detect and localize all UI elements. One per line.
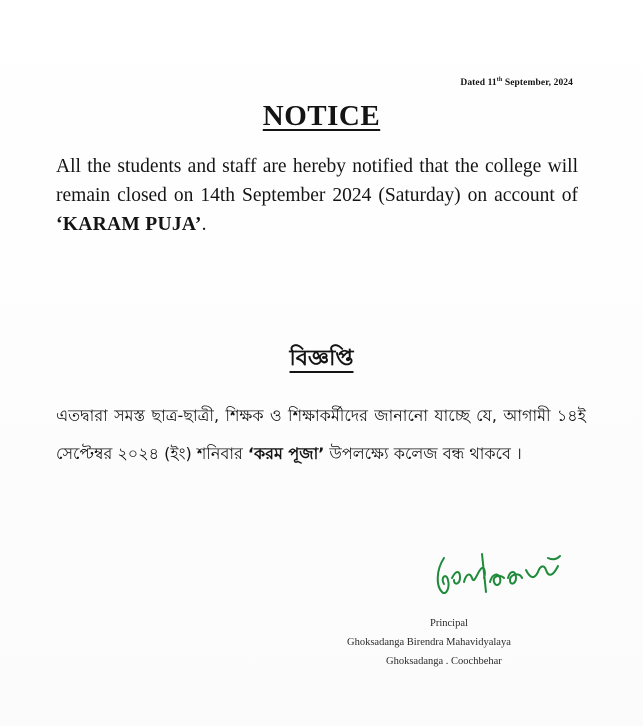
signatory-designation: Principal: [430, 618, 468, 629]
date-ordinal-suffix: th: [496, 77, 503, 83]
bengali-notice-title: বিজ্ঞপ্তি: [289, 346, 354, 371]
english-body-end: .: [201, 214, 207, 235]
signature-icon: [430, 548, 570, 598]
bengali-body-text: এতদ্বারা সমস্ত ছাত্র-ছাত্রী, শিক্ষক ও শিক্ষাকর্মীদের জানানো যাচ্ছে যে, আগামী ১৪ই সেপ্টেম্বর ২০২৪ (ইং) শনিবার: [56, 406, 586, 463]
notice-english-body: [56, 152, 578, 239]
bengali-festival-name: ‘করম পূজা’: [247, 444, 325, 463]
notice-title-wrapper: [0, 100, 643, 133]
english-body-text: All the students and staff are hereby notified that the college will remain closed on 14th September 2024 (Saturday) on account of: [56, 156, 578, 206]
bengali-title-wrapper: [0, 341, 643, 378]
date-rest: September, 2024: [502, 78, 573, 88]
notice-title: NOTICE: [262, 100, 381, 132]
date-prefix: Dated 11: [460, 78, 497, 88]
signatory-block: [340, 614, 600, 671]
english-festival-name: ‘KARAM PUJA’: [56, 214, 202, 235]
signatory-address: Ghoksadanga . Coochbehar: [386, 656, 502, 667]
bengali-body-end: উপলক্ষ্যে কলেজ বন্ধ থাকবে ।: [324, 444, 522, 463]
notice-date: [460, 77, 573, 88]
notice-bengali-body: [56, 397, 586, 473]
signatory-institution: Ghoksadanga Birendra Mahavidyalaya: [347, 637, 511, 648]
